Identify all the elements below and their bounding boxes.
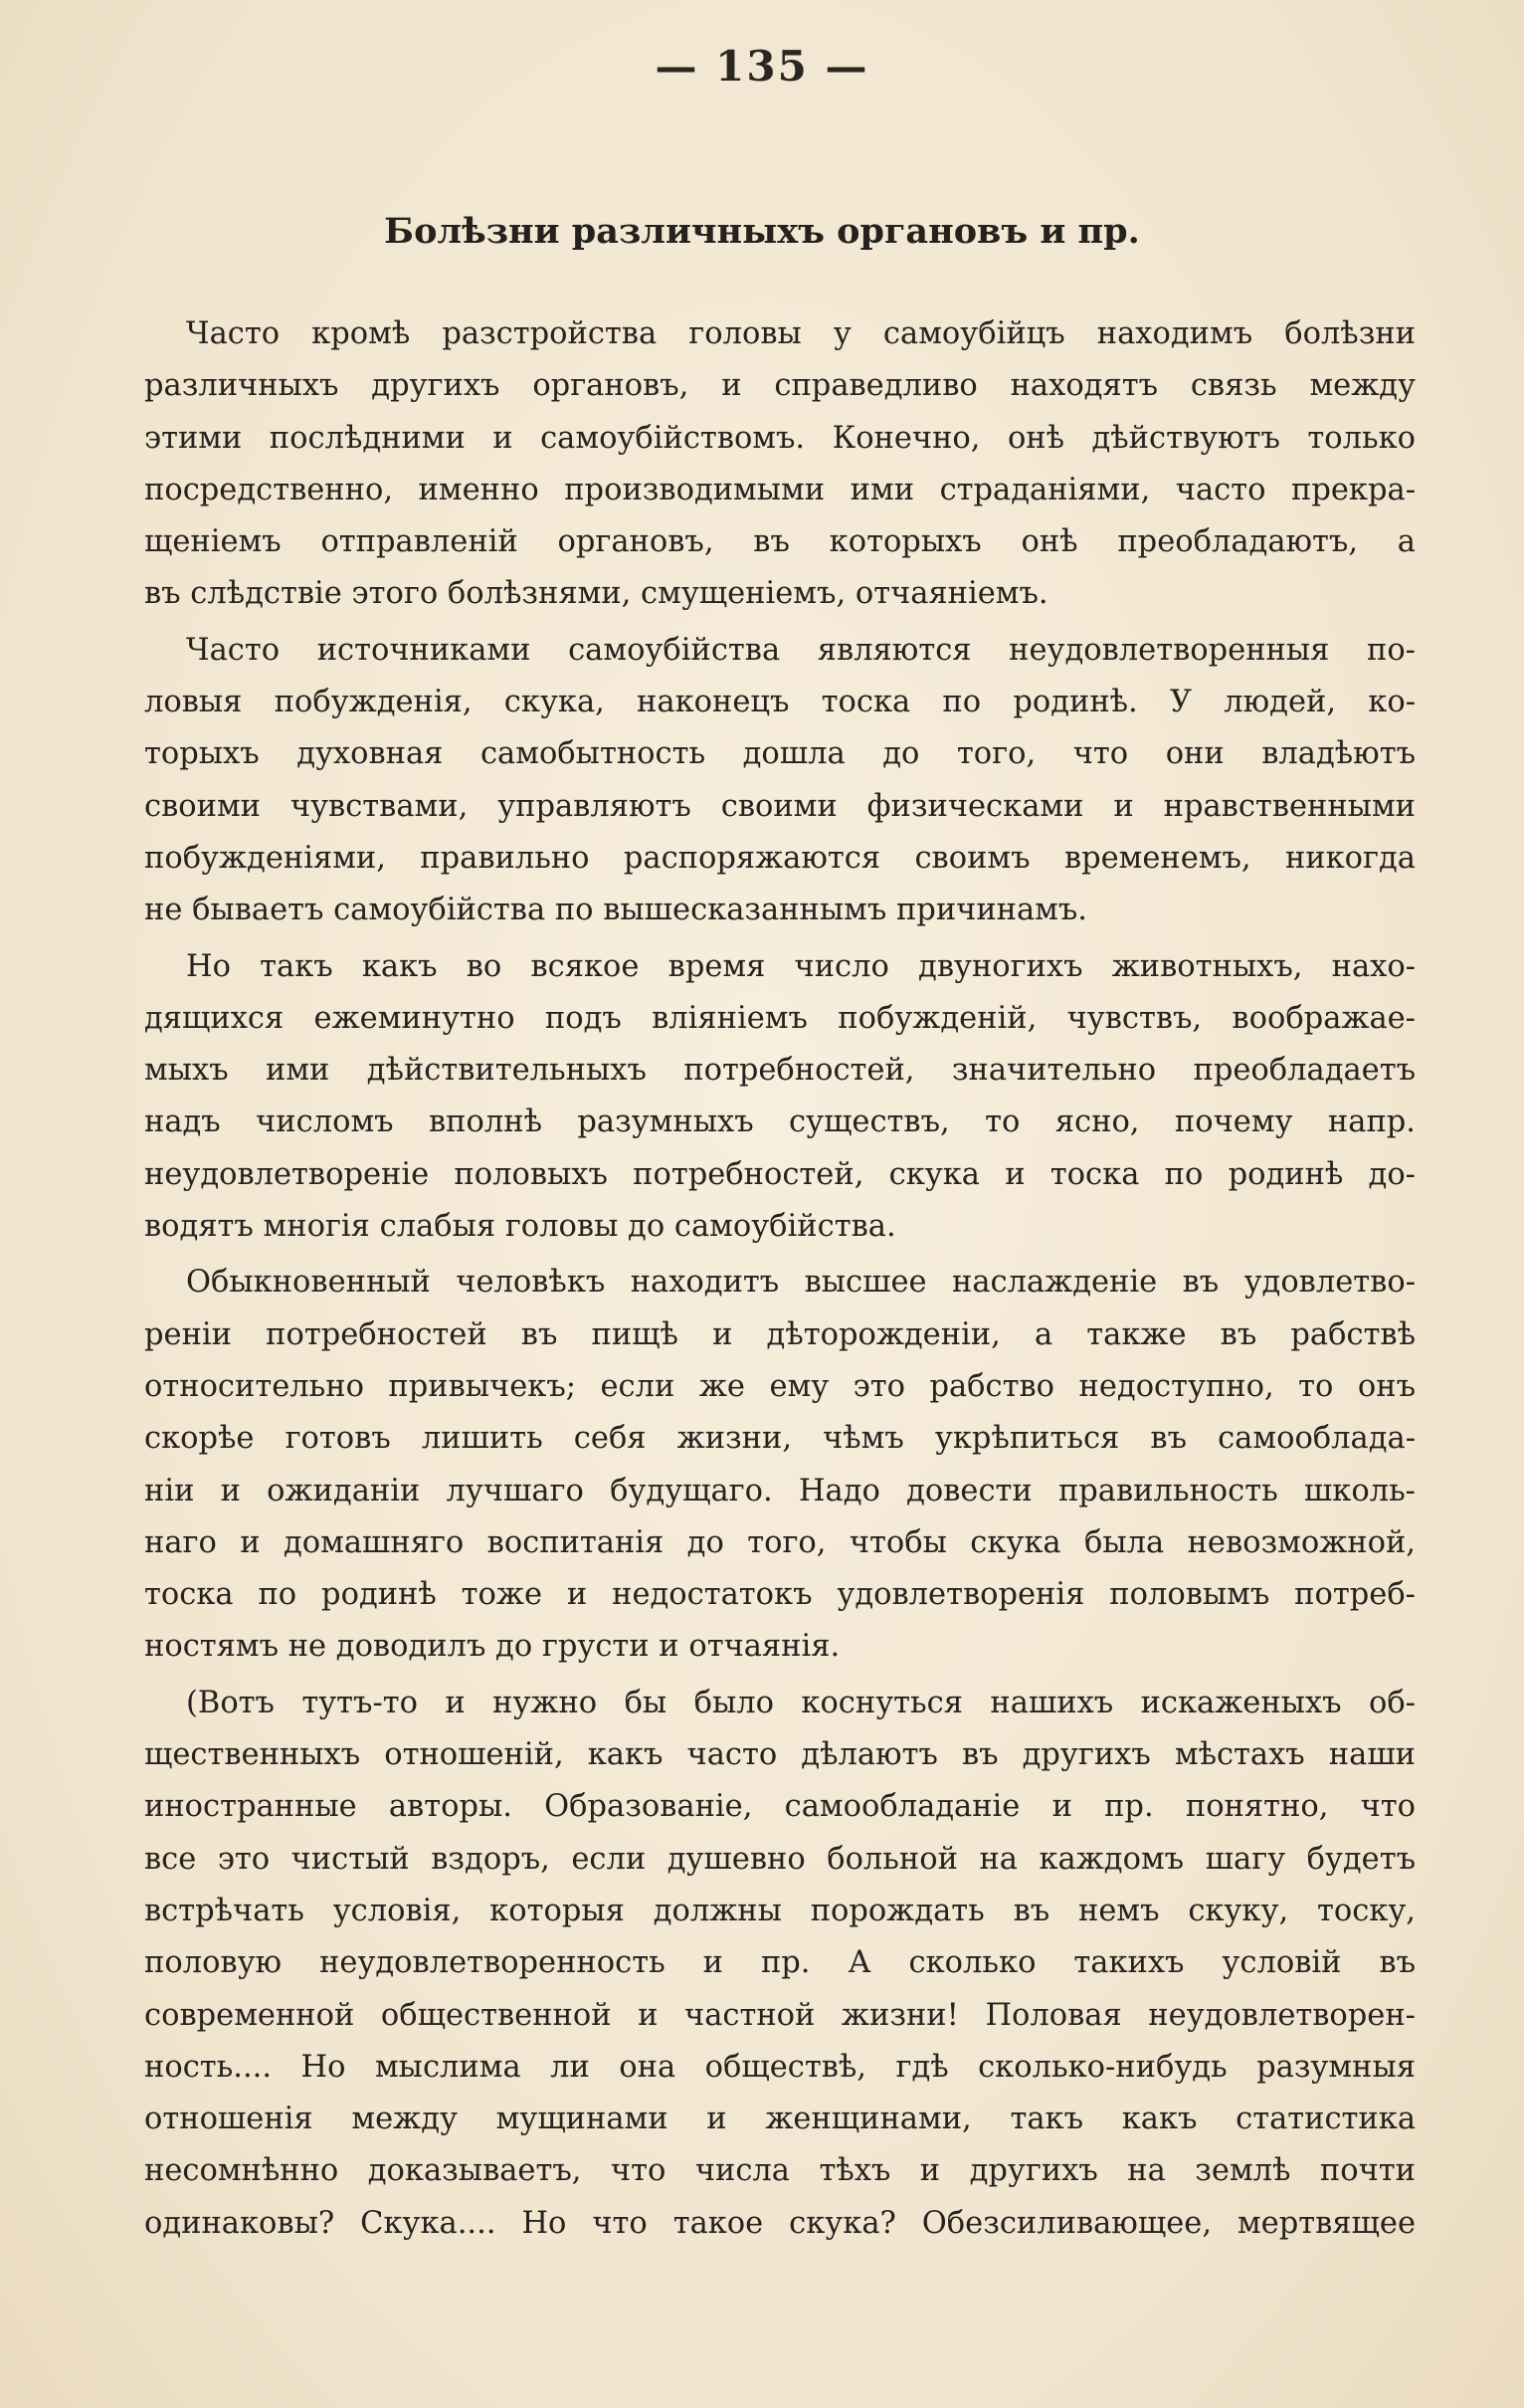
text-line: иностранные авторы. Образованіе, самообладаніе и пр. понятно, что bbox=[144, 1789, 1416, 1825]
paragraph bbox=[144, 625, 1416, 937]
text-line: встрѣчать условія, которыя должны порождать въ немъ скуку, тоску, bbox=[144, 1893, 1416, 1928]
text-line: своими чувствами, управляютъ своими физическами и нравственными bbox=[144, 788, 1416, 824]
text-line: побужденіями, правильно распоряжаются своимъ временемъ, никогда bbox=[144, 840, 1416, 876]
text-line: неудовлетвореніе половыхъ потребностей, скука и тоска по родинѣ до- bbox=[144, 1156, 1416, 1192]
text-line: дящихся ежеминутно подъ вліяніемъ побужденій, чувствъ, воображае- bbox=[144, 1000, 1416, 1036]
text-line: половую неудовлетворенность и пр. А сколько такихъ условій въ bbox=[144, 1945, 1416, 1981]
text-line: все это чистый вздоръ, если душевно больной на каждомъ шагу будетъ bbox=[144, 1841, 1416, 1877]
text-line: реніи потребностей въ пищѣ и дѣторожденіи, а также въ рабствѣ bbox=[144, 1316, 1416, 1352]
paragraph bbox=[144, 1678, 1416, 2250]
body-text bbox=[144, 308, 1416, 2250]
text-line: Часто кромѣ разстройства головы у самоубійцъ находимъ болѣзни bbox=[186, 316, 1416, 351]
text-line: ностямъ не доводилъ до грусти и отчаянія. bbox=[144, 1629, 841, 1665]
text-line: надъ числомъ вполнѣ разумныхъ существъ, то ясно, почему напр. bbox=[144, 1104, 1416, 1140]
text-line: одинаковы? Скука.... Но что такое скука? Обезсиливающее, мертвящее bbox=[144, 2205, 1416, 2241]
text-line: тоска по родинѣ тоже и недостатокъ удовлетворенія половымъ потреб- bbox=[144, 1577, 1416, 1613]
text-line: относительно привычекъ; если же ему это рабство недоступно, то онъ bbox=[144, 1368, 1416, 1404]
text-line: ность.... Но мыслима ли она обществѣ, гдѣ сколько-нибудь разумныя bbox=[144, 2049, 1416, 2085]
text-line: водятъ многія слабыя головы до самоубійства. bbox=[144, 1209, 896, 1245]
text-line: скорѣе готовъ лишить себя жизни, чѣмъ укрѣпиться въ самооблада- bbox=[144, 1421, 1416, 1457]
text-line: наго и домашняго воспитанія до того, чтобы скука была невозможной, bbox=[144, 1524, 1416, 1560]
text-line: щественныхъ отношеній, какъ часто дѣлаютъ въ другихъ мѣстахъ наши bbox=[144, 1737, 1416, 1773]
paragraph bbox=[144, 941, 1416, 1254]
page-number: — 135 — bbox=[655, 42, 869, 91]
text-line: посредственно, именно производимыми ими страданіями, часто прекра- bbox=[144, 472, 1416, 507]
text-line: несомнѣнно доказываетъ, что числа тѣхъ и другихъ на землѣ почти bbox=[144, 2153, 1416, 2189]
text-line: въ слѣдствіе этого болѣзнями, смущеніемъ, отчаяніемъ. bbox=[144, 576, 1048, 612]
text-line: мыхъ ими дѣйствительныхъ потребностей, значительно преобладаетъ bbox=[144, 1053, 1416, 1089]
text-line: щеніемъ отправленій органовъ, въ которыхъ онѣ преобладаютъ, а bbox=[144, 524, 1416, 560]
text-line: ловыя побужденія, скука, наконецъ тоска по родинѣ. У людей, ко- bbox=[144, 685, 1416, 720]
text-line: не бываетъ самоубійства по вышесказаннымъ причинамъ. bbox=[144, 893, 1087, 928]
text-line: (Вотъ тутъ-то и нужно бы было коснуться нашихъ искаженыхъ об- bbox=[186, 1685, 1416, 1720]
text-line: ніи и ожиданіи лучшаго будущаго. Надо довести правильность школь- bbox=[144, 1473, 1416, 1508]
text-line: отношенія между мущинами и женщинами, такъ какъ статистика bbox=[144, 2102, 1416, 2137]
paragraph bbox=[144, 1257, 1416, 1673]
text-line: торыхъ духовная самобытность дошла до того, что они владѣютъ bbox=[144, 736, 1416, 772]
text-line: современной общественной и частной жизни! Половая неудовлетворен- bbox=[144, 1997, 1416, 2033]
text-line: Но такъ какъ во всякое время число двуногихъ животныхъ, нахо- bbox=[186, 948, 1416, 984]
text-line: этими послѣдними и самоубійствомъ. Конечно, онѣ дѣйствуютъ только bbox=[144, 420, 1416, 456]
paragraph bbox=[144, 308, 1416, 621]
text-line: Обыкновенный человѣкъ находитъ высшее наслажденіе въ удовлетво- bbox=[186, 1265, 1416, 1301]
text-line: Часто источниками самоубійства являются неудовлетворенныя по- bbox=[186, 632, 1416, 668]
section-heading: Болѣзни различныхъ органовъ и пр. bbox=[384, 211, 1140, 252]
text-line: различныхъ другихъ органовъ, и справедливо находятъ связь между bbox=[144, 368, 1416, 404]
